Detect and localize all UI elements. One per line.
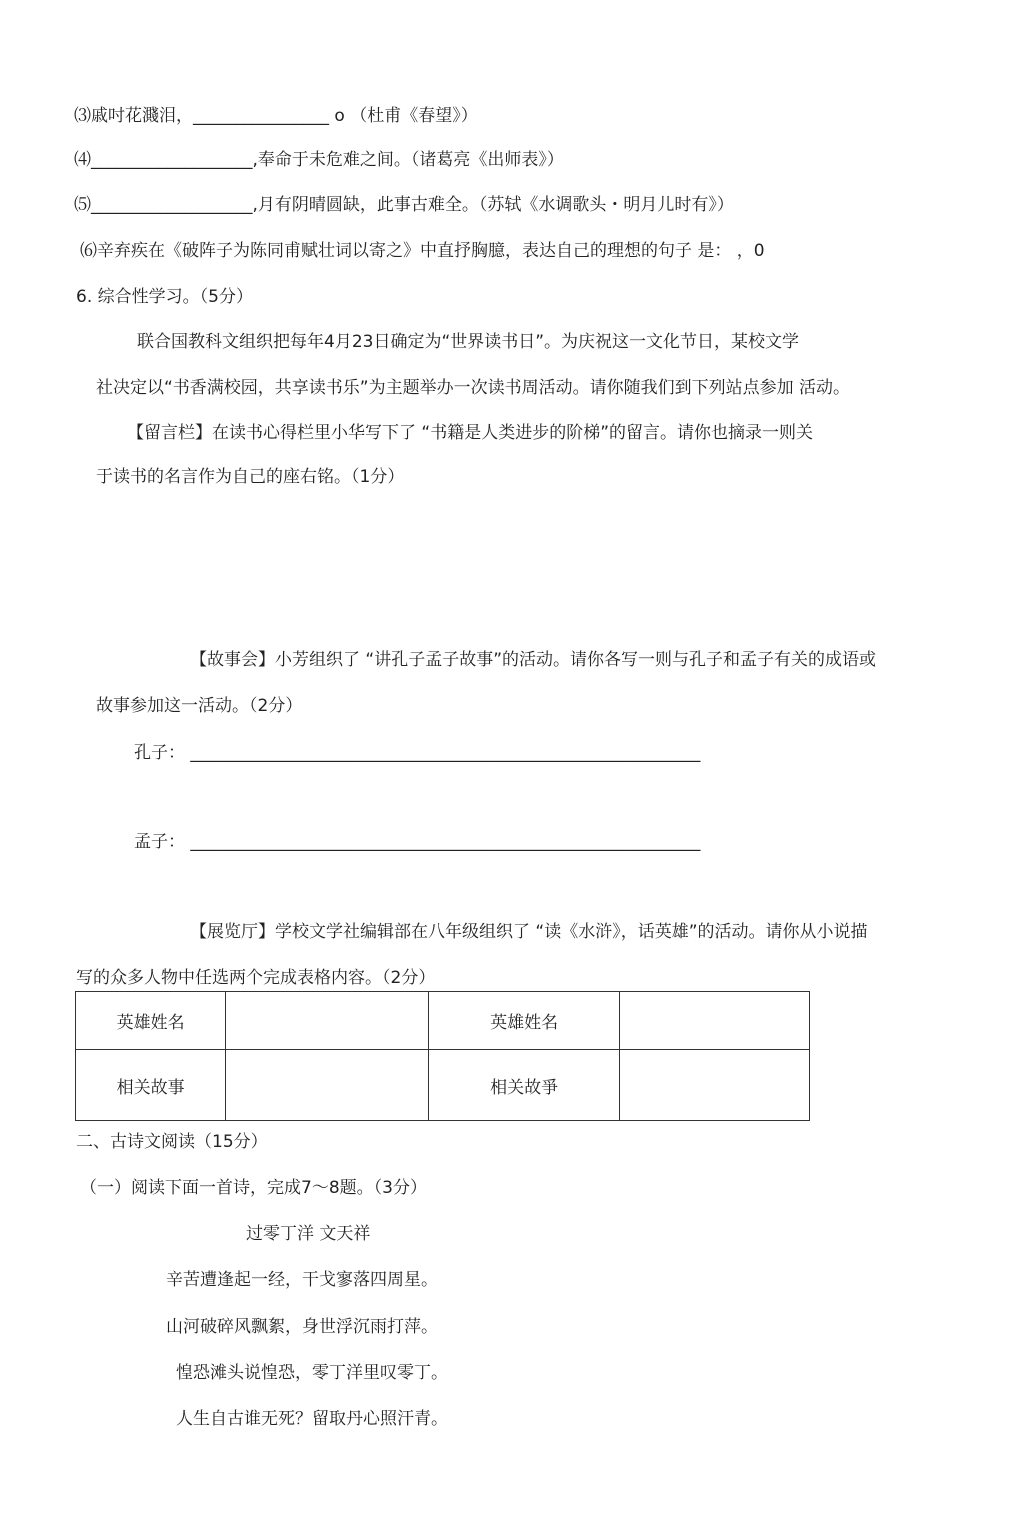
section-2-title: 二、古诗文阅读（15分） [76,1132,268,1152]
question-6-title: 6. 综合性学习。（5分） [76,287,253,307]
fill-in-line-3: ⑶戚吋花濺泪，________________ o （杜甫《春望》） [74,106,478,126]
story-line-1: 【故事会】小芳组织了 “讲孔子孟子故事”的活动。请你各写一则与孔子和孟子有关的成语或 [190,650,877,670]
fill-in-line-6: ⑹辛弃疾在《破阵子为陈同甫赋壮词以寄之》中直抒胸臆，表达自己的理想的句子 是： ，0 [80,241,765,261]
table-cell: 英雄姓名 [76,992,226,1050]
poem-line-1: 辛苦遭逢起一经，干戈寥落四周星。 [166,1270,438,1290]
table-cell-blank [226,1050,429,1121]
message-board-line-1: 【留言栏】在读书心得栏里小华写下了 “书籍是人类进步的阶梯”的留言。请你也摘录一则关 [127,423,814,443]
table-cell-blank [226,992,429,1050]
poem-line-2: 山河破碎风飘絮，身世浮沉雨打萍。 [166,1317,438,1337]
table-cell: 英雄姓名 [429,992,619,1050]
fill-in-line-4: ⑷___________________,奉命于未危难之间。（诸葛亮《出师表》） [74,150,564,170]
message-board-line-2: 于读书的名言作为自己的座右铭。（1分） [96,467,405,487]
section-2-subtitle: （一）阅读下面一首诗，完成7～8题。（3分） [80,1178,427,1198]
hero-table [75,991,810,1121]
story-line-2: 故事参加这一活动。（2分） [96,696,303,716]
table-row [76,992,810,1050]
kongzi-answer-line: 孔子： ____________________________________________________________ [134,743,701,763]
q6-intro-line-2: 社决定以“书香满校园，共享读书乐”为主题举办一次读书周活动。请你随我们到下列站点参加 活动。 [96,378,851,398]
table-cell: 相关故爭 [429,1050,619,1121]
poem-line-3: 惶恐滩头说惶恐，零丁洋里叹零丁。 [176,1363,448,1383]
table-cell-blank [619,1050,809,1121]
exhibit-line-1: 【展览厅】学校文学社编辑部在八年级组织了 “读《水浒》，话英雄”的活动。请你从小说描 [190,922,868,942]
fill-in-line-5: ⑸___________________,月有阴晴圆缺，此事古难全。（苏轼《水调歌头・明月儿时有》） [74,195,734,215]
table-cell: 相关故事 [76,1050,226,1121]
mengzi-answer-line: 孟子： ____________________________________________________________ [134,832,701,852]
poem-line-4: 人生自古谁无死？留取丹心照汗青。 [176,1409,448,1429]
q6-intro-line-1: 联合国教科文组织把每年4月23日确定为“世界读书日”。为庆祝这一文化节日，某校文学 [137,332,800,352]
table-cell-blank [619,992,809,1050]
exhibit-line-2: 写的众多人物中任选两个完成表格内容。（2分） [76,968,436,988]
table-row [76,1050,810,1121]
poem-title: 过零丁洋 文天祥 [246,1224,371,1244]
